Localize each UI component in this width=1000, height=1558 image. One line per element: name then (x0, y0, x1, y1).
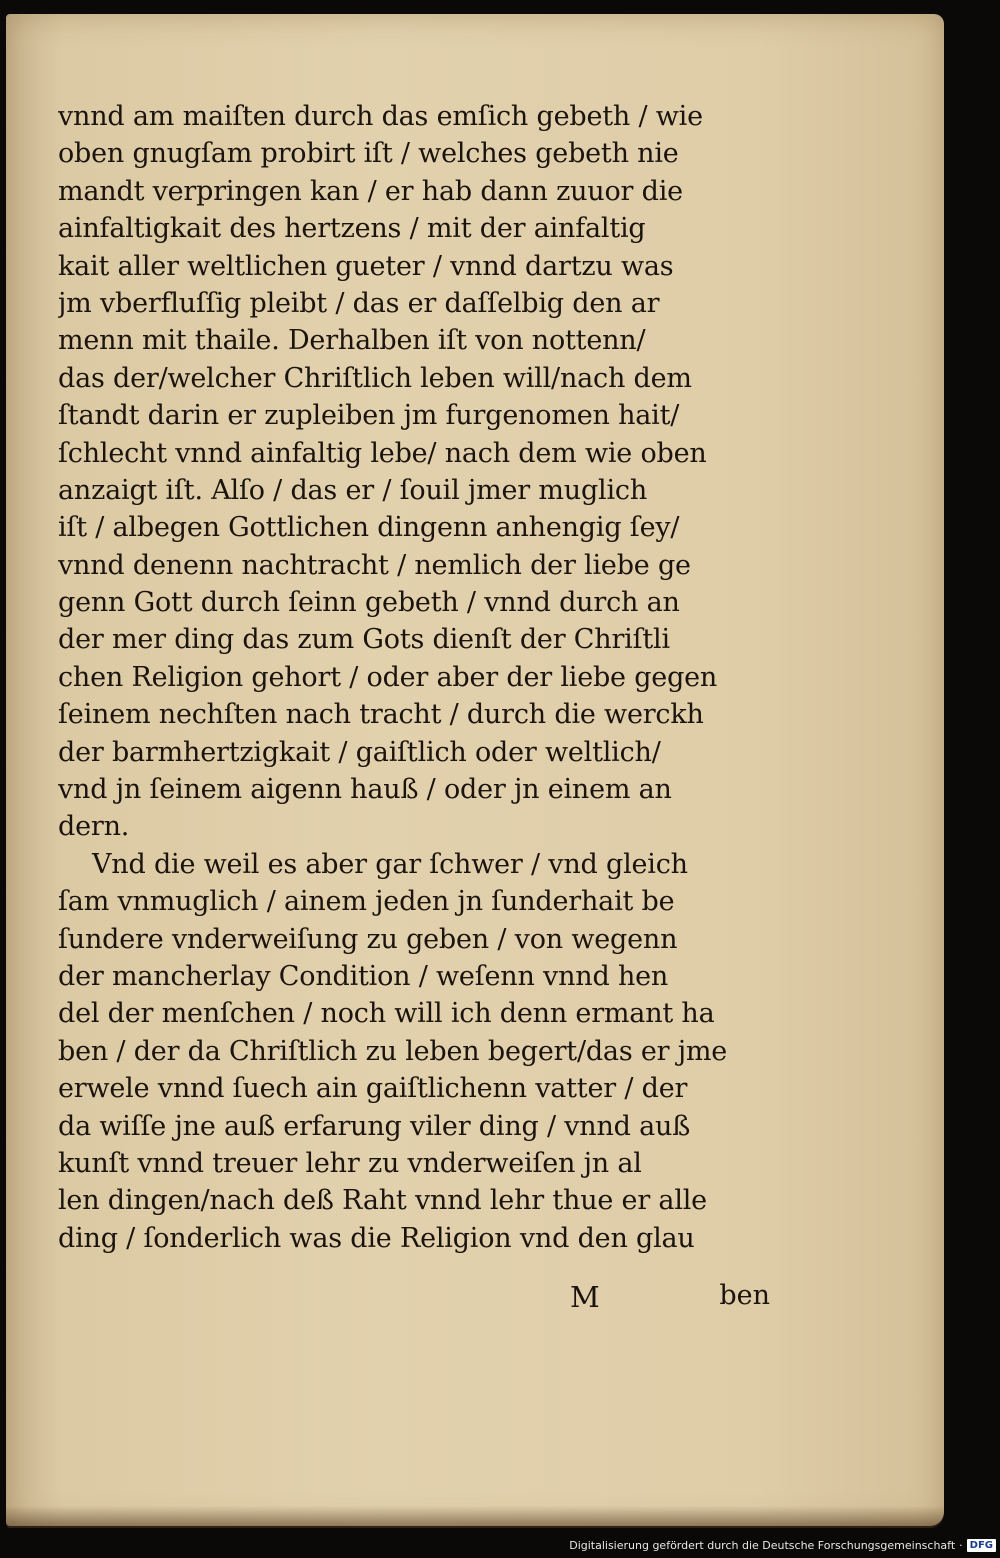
digitization-footer (569, 1539, 996, 1552)
text-line: vnnd am maiſten durch das emſich gebeth / wie (58, 101, 703, 132)
catchword: ben (719, 1280, 770, 1311)
text-line: ben / der da Chriſtlich zu leben begert/das er jme (58, 1035, 728, 1067)
text-line: anzaigt iſt. Alſo / das er / ſouil jmer muglich (58, 474, 648, 506)
text-line: oben gnugſam probirt iſt / welches gebeth nie (58, 138, 679, 170)
text-line: das der/welcher Chriſtlich leben will/nach dem (58, 362, 692, 394)
text-line: kunſt vnnd treuer lehr zu vnderweiſen jn al (58, 1147, 642, 1179)
dfg-logo: DFG (967, 1539, 996, 1552)
text-line: mandt verpringen kan / er hab dann zuuor die (58, 175, 683, 207)
text-line: ainfaltigkait des hertzens / mit der ainfaltig (58, 213, 646, 245)
text-line: ſeinem nechſten nach tracht / durch die werckh (58, 699, 704, 731)
page-catchline (58, 1280, 770, 1320)
text-line: chen Religion gehort / oder aber der liebe gegen (58, 661, 718, 693)
text-line: jm vberfluſſig pleibt / das er daſſelbig den ar (58, 287, 660, 319)
text-line: ſtandt darin er zupleiben jm furgenomen hait/ (58, 400, 680, 432)
text-line: ſchlecht vnnd ainfaltig lebe/ nach dem wie oben (58, 437, 707, 469)
text-line: iſt / albegen Gottlichen dingenn anhengig ſey/ (58, 512, 680, 544)
page-bottom-edge (6, 1506, 944, 1528)
text-line: erwele vnnd ſuech ain gaiſtlichenn vatter / der (58, 1073, 688, 1105)
text-line: len dingen/nach deß Raht vnnd lehr thue er alle (58, 1185, 707, 1217)
funding-credit: Digitalisierung gefördert durch die Deutsche Forschungsgemeinschaft (569, 1539, 956, 1552)
text-line: menn mit thaile. Derhalben iſt von nottenn/ (58, 325, 646, 357)
text-line: dern. (58, 811, 130, 843)
text-line: ſam vnmuglich / ainem jeden jn ſunderhait be (58, 886, 675, 918)
text-line: vnd jn ſeinem aigenn hauß / oder jn einem an (58, 774, 672, 806)
page-text-block (58, 98, 770, 1257)
text-line: ding / ſonderlich was die Religion vnd den glau (58, 1222, 695, 1254)
signature-mark: M (570, 1280, 598, 1314)
separator: · (959, 1539, 963, 1552)
text-line: da wiſſe jne auß erfarung viler ding / vnnd auß (58, 1110, 691, 1142)
text-line: der mancherlay Condition / weſenn vnnd hen (58, 960, 669, 992)
text-line: genn Gott durch ſeinn gebeth / vnnd durch an (58, 587, 680, 619)
text-line: vnnd denenn nachtracht / nemlich der liebe ge (58, 549, 691, 581)
text-line: del der menſchen / noch will ich denn ermant ha (58, 998, 715, 1030)
text-line: kait aller weltlichen gueter / vnnd dartzu was (58, 250, 674, 282)
text-line: der mer ding das zum Gots dienſt der Chriſtli (58, 624, 670, 656)
text-line: der barmhertzigkait / gaiſtlich oder weltlich/ (58, 736, 661, 768)
text-line: Vnd die weil es aber gar ſchwer / vnd gleich (92, 848, 688, 880)
text-line: ſundere vnderweiſung zu geben / von wegenn (58, 923, 678, 955)
